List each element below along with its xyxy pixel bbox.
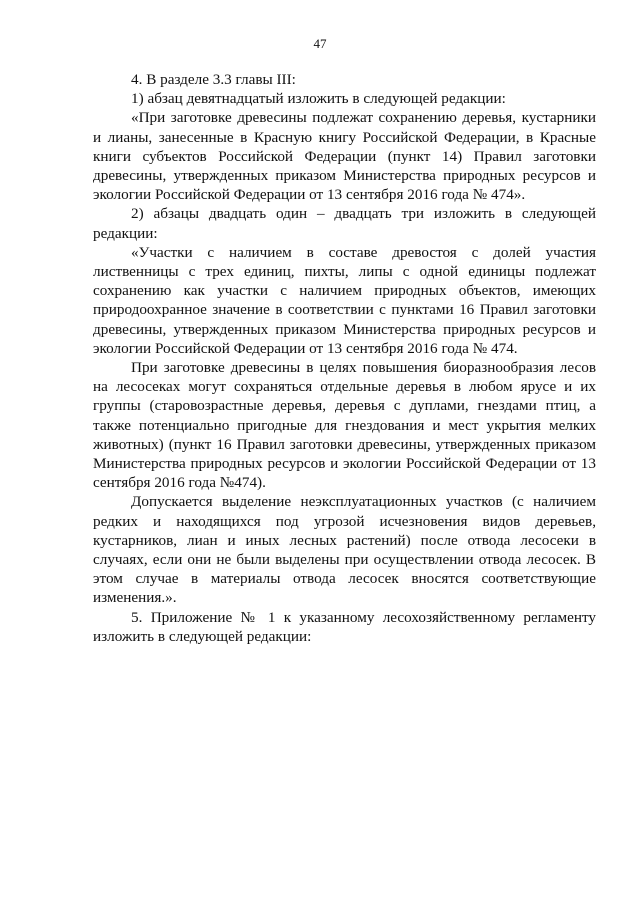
paragraph-22-new-text: При заготовке древесины в целях повышения биоразнообразия лесов на лесосеках могут сохраняться отдельные деревья в любом ярусе и их группы (старовозрастные деревья, деревья с дуплами, гнездами птиц, а также потенциально пригодные для гнездования и мест укрытия мелких животных) (пункт 16 Правил заготовки древесины, утвержденных приказом Министерства природных ресурсов и экологии Российской Федерации от 13 сентября 2016 года №474). bbox=[93, 359, 596, 492]
page-number: 47 bbox=[313, 36, 327, 51]
subitem-1-intro: 1) абзац девятнадцатый изложить в следующей редакции: bbox=[131, 90, 506, 108]
paragraph-21-new-text: «Участки с наличием в составе древостоя с долей участия лиственницы с трех единиц, пихты, липы с одной единицы подлежат сохранению как участки с наличием природных объектов, имеющих природоохранное значение в соответствии с пунктами 16 Правил заготовки древесины, утвержденных приказом Министерства природных ресурсов и экологии Российской Федерации от 13 сентября 2016 года № 474. bbox=[93, 243, 596, 357]
paragraph-19-new-text: «При заготовке древесины подлежат сохранению деревья, кустарники и лианы, занесенные в Красную книгу Российской Федерации, в Красные книги субъектов Российской Федерации (пункт 14) Правил заготовки древесины, утвержденных приказом Министерства природных ресурсов и экологии Российской Федерации от 13 сентября 2016 года № 474». bbox=[93, 109, 596, 204]
paragraph-23-new-text: Допускается выделение неэксплуатационных участков (с наличием редких и находящихся под угрозой исчезновения видов деревьев, кустарников, лиан и иных лесных растений) после отвода лесосеки в случаях, если они не были выделены при осуществлении отвода лесосек. В этом случае в материалы отвода лесосек вносятся соответствующие изменения.». bbox=[93, 493, 596, 607]
document-body bbox=[93, 70, 596, 646]
item-5-appendix: 5. Приложение № 1 к указанному лесохозяйственному регламенту изложить в следующей редакции: bbox=[93, 608, 596, 645]
subitem-2-intro: 2) абзацы двадцать один – двадцать три изложить в следующей редакции: bbox=[93, 205, 596, 242]
section-heading-item-4: 4. В разделе 3.3 главы III: bbox=[131, 71, 296, 88]
